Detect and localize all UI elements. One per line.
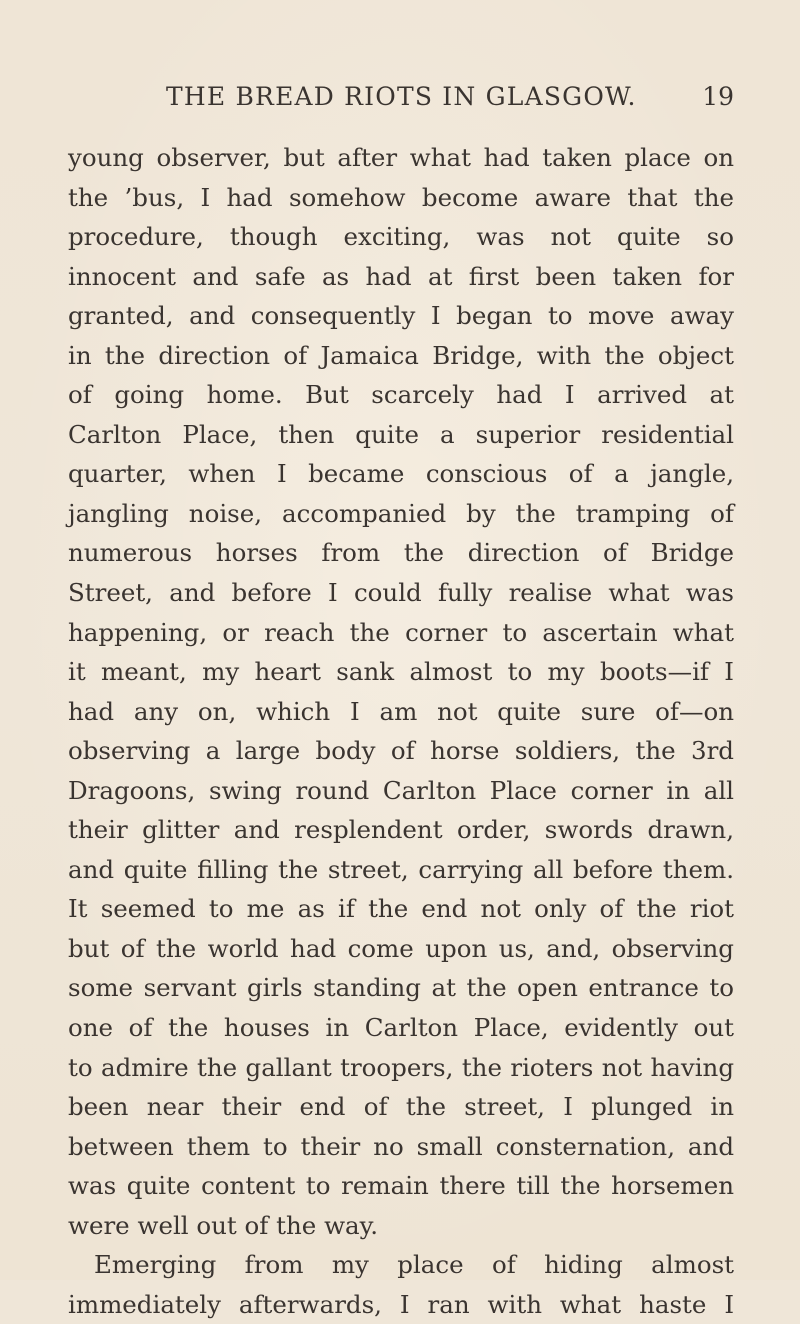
text-line: was quite content to remain there till the horsemen xyxy=(68,1171,734,1201)
text-line: Street, and before I could fully realise what was xyxy=(68,578,734,608)
text-line: It seemed to me as if the end not only of the riot xyxy=(68,894,734,924)
text-line: it meant, my heart sank almost to my boots—if I xyxy=(68,657,734,687)
text-line: and quite filling the street, carrying all before them. xyxy=(68,854,734,884)
text-line: in the direction of Jamaica Bridge, with the object xyxy=(68,340,734,370)
text-line: jangling noise, accompanied by the tramping of xyxy=(68,498,734,528)
text-line: Carlton Place, then quite a superior residential xyxy=(68,419,734,449)
text-line: but of the world had come upon us, and, observing xyxy=(68,933,734,963)
text-line: between them to their no small consternation, and xyxy=(68,1131,734,1161)
text-line: happening, or reach the corner to ascertain what xyxy=(68,617,734,647)
paragraph-end-line: were well out of the way. xyxy=(68,1210,379,1240)
text-line: one of the houses in Carlton Place, evidently out xyxy=(68,1013,734,1043)
page-number: 19 xyxy=(702,82,734,111)
body-text xyxy=(68,138,734,1324)
text-line: procedure, though exciting, was not quite so xyxy=(68,222,734,252)
text-line: of going home. But scarcely had I arrived at xyxy=(68,380,734,410)
paragraph-start-line: Emerging from my place of hiding almost xyxy=(94,1250,734,1280)
text-line: their glitter and resplendent order, swords drawn, xyxy=(68,815,734,845)
text-line: the ’bus, I had somehow become aware that the xyxy=(68,182,734,212)
text-line: granted, and consequently I began to move away xyxy=(68,301,734,331)
text-line: numerous horses from the direction of Bridge xyxy=(68,538,734,568)
text-line: observing a large body of horse soldiers, the 3rd xyxy=(68,736,734,766)
text-line: quarter, when I became conscious of a jangle, xyxy=(68,459,734,489)
text-line: to admire the gallant troopers, the rioters not having xyxy=(68,1052,734,1082)
text-line: had any on, which I am not quite sure of—on xyxy=(68,696,734,726)
text-line: Dragoons, swing round Carlton Place corner in all xyxy=(68,775,734,805)
text-line: young observer, but after what had taken place on xyxy=(68,143,734,172)
text-line: been near their end of the street, I plunged in xyxy=(68,1092,734,1122)
text-line: some servant girls standing at the open entrance to xyxy=(68,973,734,1003)
running-title: THE BREAD RIOTS IN GLASGOW. xyxy=(166,82,637,111)
running-head xyxy=(68,82,734,118)
text-line: innocent and safe as had at first been taken for xyxy=(68,261,734,291)
text-line: immediately afterwards, I ran with what haste I xyxy=(68,1289,734,1319)
